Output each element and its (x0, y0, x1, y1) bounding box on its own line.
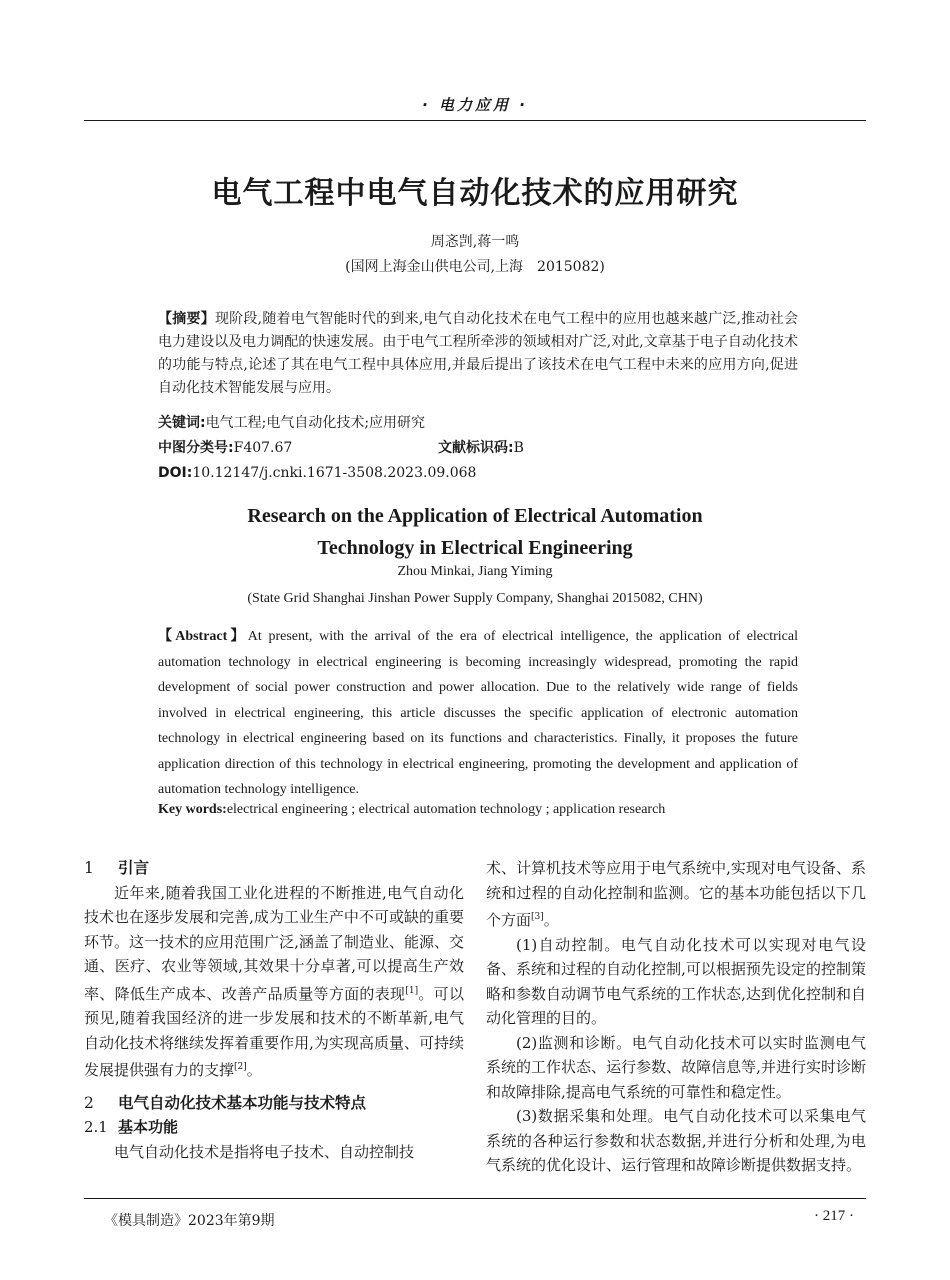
cn-clc-label: 中图分类号: (158, 440, 234, 456)
journal-footer: 《模具制造》2023年第9期 (104, 1213, 275, 1229)
section-2-title: 电气自动化技术基本功能与技术特点 (118, 1093, 367, 1112)
cn-keywords-label: 关键词: (158, 415, 206, 431)
en-abstract-label: 【Abstract】 (158, 629, 248, 644)
section-2-number: 2 (84, 1093, 94, 1112)
body-column-right (486, 856, 866, 1178)
ref-3: [3] (531, 912, 544, 922)
cn-doi (158, 462, 798, 485)
en-title-line1: Research on the Application of Electrical Automation (247, 505, 703, 527)
en-keywords (158, 802, 798, 818)
page-number: · 217 · (814, 1208, 854, 1224)
en-keywords-text: electrical engineering ; electrical automation technology ; application research (226, 802, 666, 817)
section-1-title: 引言 (118, 859, 150, 877)
cn-doi-label: DOI: (158, 465, 193, 481)
function-data-acquisition: (3)数据采集和处理。电气自动化技术可以采集电气系统的各种运行参数和状态数据,并进行分析和处理,为电气系统的优化设计、运行管理和故障诊断提供数据支持。 (486, 1107, 866, 1174)
en-abstract (158, 624, 798, 803)
cn-abstract-text: 现阶段,随着电气智能时代的到来,电气自动化技术在电气工程中的应用也越来越广泛,推动社会电力建设以及电力调配的快速发展。由于电气工程所牵涉的领域相对广泛,对此,文章基于电子自动化技术的功能与特点,论述了其在电气工程中具体应用,并最后提出了该技术在电气工程中未来的应用方向,促进自动化技术智能发展与应用。 (158, 311, 799, 396)
s1-text-a: 近年来,随着我国工业化进程的不断推进,电气自动化技术也在逐步发展和完善,成为工业生产中不可或缺的重要环节。这一技术的应用范围广泛,涵盖了制造业、能源、交通、医疗、农业等领域,其效果十分卓著,可以提高生产效率、降低生产成本、改善产品质量等方面的表现 (84, 883, 464, 1003)
r-text-a: 术、计算机技术等应用于电气系统中,实现对电气设备、系统和过程的自动化控制和监测。它的基本功能包括以下几个方面 (486, 859, 866, 929)
section-1-paragraph (84, 881, 464, 1083)
section-2-1-number: 2.1 (84, 1118, 108, 1136)
body-column-left (84, 856, 464, 1164)
cn-keywords (158, 412, 798, 435)
function-monitoring: (2)监测和诊断。电气自动化技术可以实时监测电气系统的工作状态、运行参数、故障信息等,并进行实时诊断和故障排除,提高电气系统的可靠性和稳定性。 (486, 1033, 866, 1101)
section-2-1-title: 基本功能 (118, 1118, 179, 1136)
cn-doc-code-label: 文献标识码: (438, 440, 514, 456)
ref-2: [2] (234, 1062, 247, 1072)
en-keywords-label: Key words: (158, 802, 227, 817)
cn-doi-text: 10.12147/j.cnki.1671-3508.2023.09.068 (192, 465, 477, 481)
cn-affiliation: (国网上海金山供电公司,上海 2015082) (345, 259, 605, 275)
function-auto-control: (1)自动控制。电气自动化技术可以实现对电气设备、系统和过程的自动化控制,可以根据预先设定的控制策略和参数自动调节电气系统的工作状态,达到优化控制和自动化管理的目的。 (486, 935, 866, 1027)
cn-doc-code (438, 437, 524, 460)
en-authors: Zhou Minkai, Jiang Yiming (397, 564, 553, 579)
ref-1: [1] (405, 985, 419, 996)
en-title (0, 500, 950, 564)
s1-text-b: 。可以预见,随着我国经济的进一步发展和技术的不断革新,电气自动化技术将继续发挥着重要作用,为实现高质量、可持续发展提供强有力的支撑 (84, 984, 464, 1079)
cn-doc-code-text: B (513, 440, 524, 456)
cn-abstract-label: 【摘要】 (158, 311, 215, 327)
footer-rule (84, 1198, 866, 1199)
r-text-b: 。 (543, 911, 559, 929)
cn-keywords-text: 电气工程;电气自动化技术;应用研究 (205, 415, 426, 431)
cn-classification (158, 437, 798, 460)
paper-title: 电气工程中电气自动化技术的应用研究 (211, 176, 739, 211)
en-affiliation: (State Grid Shanghai Jinshan Power Supply Company, Shanghai 2015082, CHN) (247, 591, 703, 606)
header-rule (84, 120, 866, 121)
cn-abstract (158, 308, 798, 400)
section-2-1-heading (84, 1115, 464, 1140)
cn-clc-text: F407.67 (233, 440, 293, 456)
section-header: · 电力应用 · (422, 96, 528, 114)
section-1-number: 1 (84, 859, 94, 877)
right-paragraph-1 (486, 856, 866, 933)
en-title-line2: Technology in Electrical Engineering (317, 537, 633, 559)
section-2-1-paragraph: 电气自动化技术是指将电子技术、自动控制技 (114, 1142, 415, 1161)
section-2-heading (84, 1091, 464, 1116)
en-abstract-text: At present, with the arrival of the era of electrical intelligence, the application of electrical automation technology in electrical engineering is becoming increasingly widespread, promoting the rapid development of social power construction and power allocation. Due to the relatively wide range of fields involved in electrical engineering, this article discusses the specific application of electronic automation technology in electrical engineering based on its functions and characteristics. Finally, it proposes the future application direction of this technology in electrical engineering, promoting the development and application of automation technology intelligence. (158, 629, 798, 797)
section-1-heading (84, 856, 464, 881)
cn-authors: 周忞剀,蒋一鸣 (430, 234, 520, 250)
s1-text-c: 。 (246, 1061, 262, 1079)
